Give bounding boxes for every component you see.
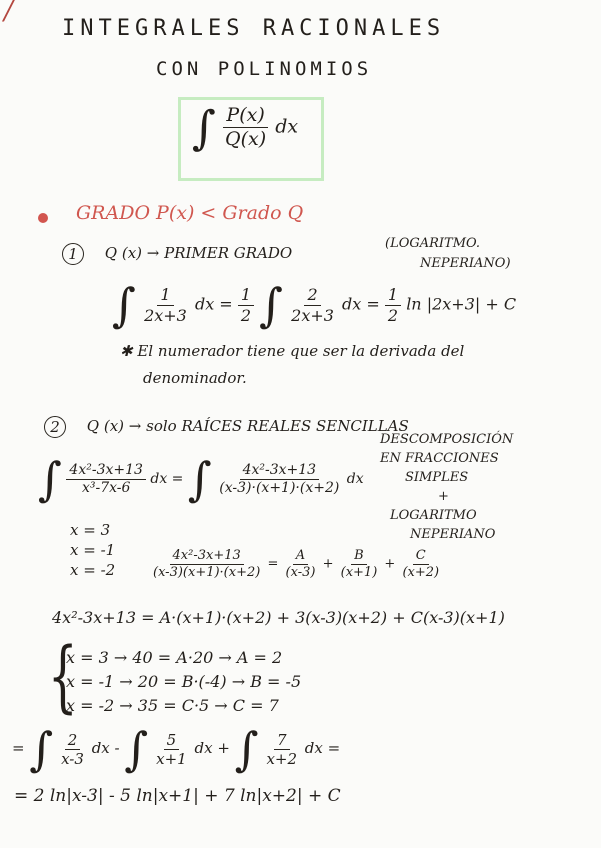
final-result: = 2 ln|x-3| - 5 ln|x+1| + 7 ln|x+2| + C (14, 786, 341, 806)
case1-heading: 1 Q (x) → PRIMER GRADO (62, 243, 292, 265)
case2-number: 2 (44, 416, 66, 438)
case1-number: 1 (62, 243, 84, 265)
section-heading: GRADO P(x) < Grado Q (76, 202, 304, 224)
main-integral: ∫ $\frac{P(x)}{Q(x)}$ dx (192, 100, 299, 155)
page-title: INTEGRALES RACIONALES (62, 16, 446, 41)
case1-remark-1: ✱ El numerador tiene que ser la derivada del (120, 342, 465, 360)
final-integrals: = ∫ $\frac{2}{x-3}$ dx - ∫ $\frac{5}{x+1}$ dx + ∫ $\frac{7}{x+2}$ dx = (12, 722, 341, 776)
page-subtitle: CON POLINOMIOS (156, 58, 373, 80)
case1-equation: ∫ $\frac{1}{2x+3}$ dx = $\frac{1}{2}$ ∫ $\frac{2}{2x+3}$ dx = $\frac{1}{2}$ ln |2x+3| + C (112, 278, 517, 332)
case1-remark-2: denominador. (143, 369, 247, 387)
roots-list: x = 3 x = -1 x = -2 (70, 521, 116, 579)
case1-note-2: NEPERIANO) (420, 256, 511, 271)
system-equations: x = 3 → 40 = A·20 → A = 2 x = -1 → 20 = B·(-4) → B = -5 x = -2 → 35 = C·5 → C = 7 (66, 648, 302, 715)
case1-note-1: (LOGARITMO. (385, 236, 481, 251)
coefficient-identity: 4x²-3x+13 = A·(x+1)·(x+2) + 3(x-3)(x+2) + C(x-3)(x+1) (52, 608, 505, 627)
system-brace: { (47, 632, 78, 722)
case2-heading: 2 Q (x) → solo RAÍCES REALES SENCILLAS (44, 416, 409, 438)
partial-fractions: $\frac{\text{4x²-3x+13}}{(x-3)(x+1)\cdot(x+2)}$ = $\frac{A}{(x-3)}$ + $\frac{B}{(x+1)}$ + $\frac{C}{(x+2)}$ (153, 548, 440, 580)
corner-mark: / (4, 0, 13, 26)
case2-side-note: DESCOMPOSICIÓN EN FRACCIONES SIMPLES + LOGARITMO NEPERIANO (380, 432, 514, 542)
bullet-icon (38, 213, 48, 223)
case2-equation-1: ∫ $\frac{\text{4x²-3x+13}}{\text{x³-7x-6}}$ dx = ∫ $\frac{\text{4x²-3x+13}}{(x-3)\cdot(x+1)\cdot(x+2)}$ dx (38, 452, 364, 506)
